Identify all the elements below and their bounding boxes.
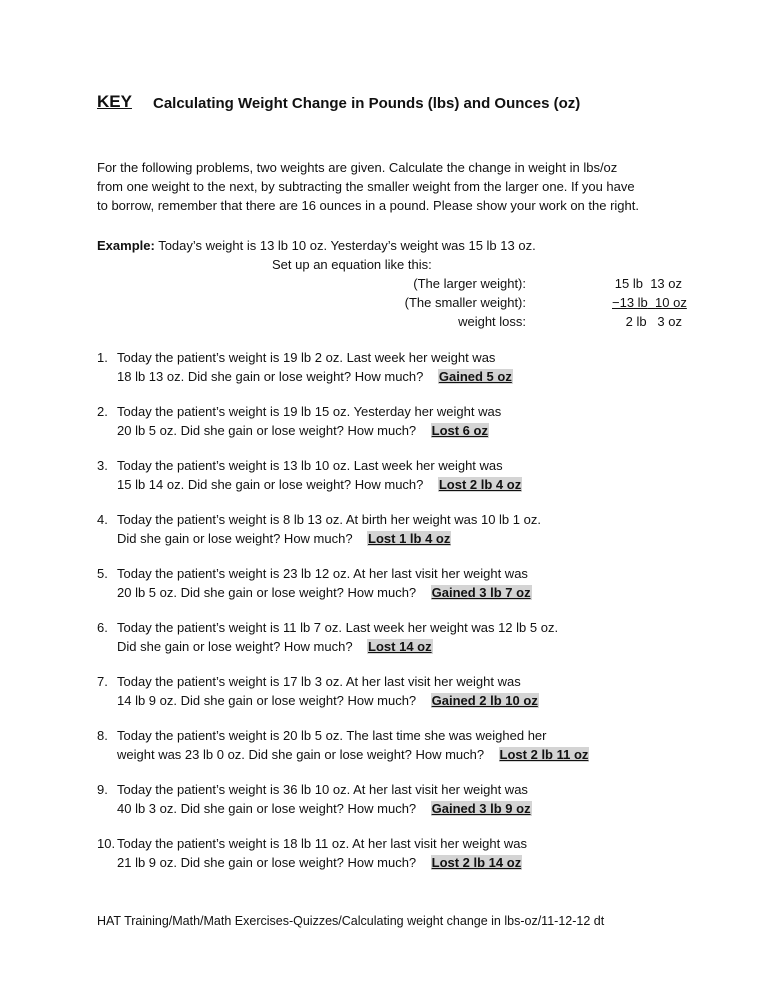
footer-path: HAT Training/Math/Math Exercises-Quizzes/Calculating weight change in lbs-oz/11-12-12 dt [97,914,605,928]
problem-line: Today the patient’s weight is 8 lb 13 oz. At birth her weight was 10 lb 1 oz. [117,512,541,527]
problem-item [0,402,768,442]
equation-label: weight loss: [458,314,526,329]
problem-line: 18 lb 13 oz. Did she gain or lose weight? How much? [117,369,424,384]
problem-question [117,529,451,548]
problem-line: Today the patient’s weight is 11 lb 7 oz. Last week her weight was 12 lb 5 oz. [117,620,559,635]
problem-line: Did she gain or lose weight? How much? [117,639,353,654]
problem-number: 1. [97,350,108,365]
problem-line: 20 lb 5 oz. Did she gain or lose weight? How much? [117,423,417,438]
intro-line: from one weight to the next, by subtracting the smaller weight from the larger one. If you have [97,179,635,194]
problem-question [117,853,522,872]
problem-item [0,618,768,658]
problem-question [117,421,489,440]
problem-line: 15 lb 14 oz. Did she gain or lose weight? How much? [117,477,424,492]
problem-line: Today the patient’s weight is 18 lb 11 oz. At her last visit her weight was [117,836,527,851]
problem-question [117,691,539,710]
problem-question [117,799,532,818]
lb-value: −13 lb [612,295,648,310]
problem-answer: Lost 14 oz [368,639,432,654]
answer-key-label: KEY [97,92,132,111]
problem-number: 5. [97,566,108,581]
problem-answer: Gained 5 oz [438,369,512,384]
problem-question [117,475,522,494]
problem-item [0,726,768,766]
problem-line: Today the patient’s weight is 19 lb 15 oz. Yesterday her weight was [117,404,502,419]
equation-value [612,274,682,293]
problem-number: 3. [97,458,108,473]
lb-value: 2 lb [625,314,647,329]
problem-item [0,510,768,550]
problem-item [0,834,768,874]
problem-line: 14 lb 9 oz. Did she gain or lose weight? How much? [117,693,417,708]
problem-line: Today the patient’s weight is 20 lb 5 oz. The last time she was weighed her [117,728,547,743]
problem-number: 2. [97,404,108,419]
problem-answer: Lost 2 lb 4 oz [438,477,522,492]
problem-line: Today the patient’s weight is 13 lb 10 oz. Last week her weight was [117,458,503,473]
problem-item [0,456,768,496]
problem-answer: Gained 3 lb 9 oz [431,801,531,816]
example-line [97,236,536,255]
problem-answer: Lost 2 lb 14 oz [431,855,522,870]
problem-item [0,564,768,604]
problem-line: 40 lb 3 oz. Did she gain or lose weight? How much? [117,801,417,816]
problem-answer: Gained 2 lb 10 oz [431,693,538,708]
problem-number: 6. [97,620,108,635]
example-text: Today’s weight is 13 lb 10 oz. Yesterday’s weight was 15 lb 13 oz. [158,238,536,253]
problem-question [117,367,513,386]
problem-line: 21 lb 9 oz. Did she gain or lose weight? How much? [117,855,417,870]
oz-value: 13 oz [650,276,682,291]
equation-label: (The smaller weight): [404,295,526,310]
problem-line: Today the patient’s weight is 23 lb 12 oz. At her last visit her weight was [117,566,528,581]
problem-answer: Lost 2 lb 11 oz [499,747,589,762]
problem-answer: Lost 6 oz [431,423,488,438]
problem-number: 10. [97,836,116,851]
equation-value [612,293,687,312]
intro-line: to borrow, remember that there are 16 ounces in a pound. Please show your work on the right. [97,198,639,213]
problem-number: 4. [97,512,108,527]
problem-answer: Gained 3 lb 7 oz [431,585,531,600]
problem-item [0,672,768,712]
problem-line: Today the patient’s weight is 19 lb 2 oz. Last week her weight was [117,350,496,365]
problem-number: 7. [97,674,108,689]
problem-item [0,348,768,388]
example-label: Example: [97,238,155,253]
equation-label: (The larger weight): [413,276,526,291]
problem-question [117,745,589,764]
oz-value: 3 oz [657,314,682,329]
problem-number: 8. [97,728,108,743]
intro-line: For the following problems, two weights are given. Calculate the change in weight in lbs/oz [97,160,618,175]
problem-item [0,780,768,820]
problem-line: 20 lb 5 oz. Did she gain or lose weight? How much? [117,585,417,600]
problem-line: Did she gain or lose weight? How much? [117,531,353,546]
equation-value [612,312,682,331]
page-title: Calculating Weight Change in Pounds (lbs) and Ounces (oz) [153,95,581,112]
example-setup: Set up an equation like this: [272,257,432,272]
problem-question [117,637,433,656]
problem-number: 9. [97,782,108,797]
problem-line: Today the patient’s weight is 17 lb 3 oz. At her last visit her weight was [117,674,521,689]
lb-value: 15 lb [614,276,643,291]
problem-question [117,583,532,602]
oz-value: 10 oz [655,295,687,310]
problem-line: weight was 23 lb 0 oz. Did she gain or lose weight? How much? [117,747,485,762]
problem-line: Today the patient’s weight is 36 lb 10 oz. At her last visit her weight was [117,782,528,797]
problem-answer: Lost 1 lb 4 oz [368,531,451,546]
